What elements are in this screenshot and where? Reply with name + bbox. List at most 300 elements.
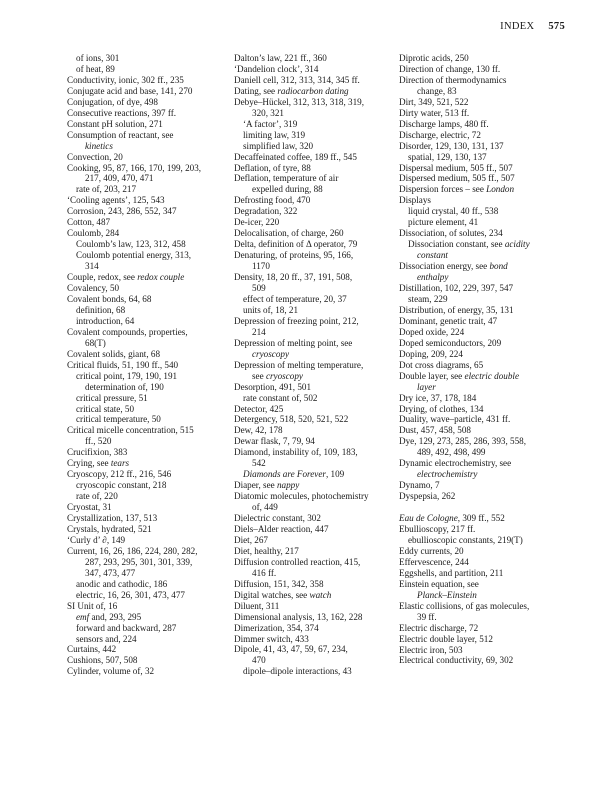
index-entry — [67, 447, 242, 458]
entry-text: Direction of change, 130 ff. — [399, 63, 501, 74]
entry-text: Electric double layer, 512 — [399, 633, 493, 644]
index-entry — [67, 349, 242, 360]
entry-text: limiting law, 319 — [243, 129, 306, 140]
index-entry — [67, 425, 242, 436]
entry-text: forward and backward, 287 — [76, 622, 177, 633]
index-entry — [399, 404, 574, 415]
entry-text: rate of, 203, 217 — [76, 184, 137, 195]
entry-text: Coulomb’s law, 123, 312, 458 — [76, 239, 186, 250]
index-entry — [399, 327, 574, 338]
entry-text: 542 — [252, 458, 266, 469]
index-entry — [67, 272, 242, 283]
index-entry — [399, 645, 574, 656]
entry-text: Curtains, 442 — [67, 644, 117, 655]
entry-text: ‘Cooling agents’, 125, 543 — [67, 195, 165, 206]
entry-text: ‘Dandelion clock’, 314 — [234, 63, 319, 74]
index-entry — [234, 86, 409, 97]
entry-text: dipole–dipole interactions, 43 — [243, 666, 352, 677]
index-subentry — [67, 436, 242, 447]
header-title: INDEX — [500, 21, 535, 32]
index-entry — [399, 568, 574, 579]
index-entry — [234, 53, 409, 64]
index-entry — [234, 75, 409, 86]
entry-italic-text: cryoscopy — [252, 348, 289, 359]
entry-text: Dry ice, 37, 178, 184 — [399, 392, 477, 403]
entry-text: 217, 409, 470, 471 — [85, 173, 154, 184]
index-entry — [234, 425, 409, 436]
index-subentry — [399, 612, 574, 623]
index-entry — [399, 655, 574, 666]
entry-text: critical state, 50 — [76, 403, 135, 414]
index-subentry — [399, 535, 574, 546]
entry-text: 470 — [252, 655, 266, 666]
cross-reference: cryoscopy — [265, 370, 303, 381]
entry-text: Current, 16, 26, 186, 224, 280, 282, — [67, 545, 198, 556]
entry-text: Dominant, genetic trait, 47 — [399, 315, 498, 326]
index-entry — [234, 404, 409, 415]
entry-text: 320, 321 — [252, 107, 284, 118]
index-entry — [234, 612, 409, 623]
entry-text: Dirt, 349, 521, 522 — [399, 96, 469, 107]
entry-text: 39 ff. — [417, 611, 437, 622]
index-entry — [399, 623, 574, 634]
index-subentry — [67, 557, 242, 568]
entry-text: Diet, 267 — [234, 534, 268, 545]
entry-text: ‘Curly d’ ∂, 149 — [67, 534, 126, 545]
index-entry — [399, 108, 574, 119]
entry-text: Diamond, instability of, 109, 183, — [234, 447, 358, 458]
entry-text: Diet, healthy, 217 — [234, 545, 299, 556]
entry-text: Dispersion forces – see — [399, 184, 487, 195]
entry-italic-text: constant — [417, 250, 448, 261]
index-entry — [67, 655, 242, 666]
entry-text: Dielectric constant, 302 — [234, 513, 321, 524]
index-entry — [67, 535, 242, 546]
index-entry — [399, 173, 574, 184]
entry-text: Dewar flask, 7, 79, 94 — [234, 436, 315, 447]
index-entry — [399, 64, 574, 75]
entry-text: Dimerization, 354, 374 — [234, 622, 319, 633]
section-gap — [399, 502, 574, 513]
entry-text: rate of, 220 — [76, 491, 118, 502]
index-entry — [67, 119, 242, 130]
index-entry — [67, 546, 242, 557]
entry-text: determination of, 190 — [85, 381, 164, 392]
entry-text: Diluent, 311 — [234, 600, 280, 611]
entry-text: Covalent bonds, 64, 68 — [67, 293, 152, 304]
index-entry — [67, 195, 242, 206]
entry-text: Electric iron, 503 — [399, 644, 463, 655]
index-entry — [67, 469, 242, 480]
entry-text: Density, 18, 20 ff., 37, 191, 508, — [234, 272, 353, 283]
entry-italic-text: Planck–Einstein — [417, 589, 477, 600]
index-entry — [67, 644, 242, 655]
index-entry — [234, 590, 409, 601]
entry-text: Elastic collisions, of gas molecules, — [399, 600, 530, 611]
index-entry — [399, 338, 574, 349]
index-entry — [399, 458, 574, 469]
entry-text: Diffusion, 151, 342, 358 — [234, 578, 324, 589]
entry-text: Diprotic acids, 250 — [399, 53, 469, 63]
index-entry — [399, 261, 574, 272]
index-entry — [234, 601, 409, 612]
index-entry — [399, 184, 574, 195]
index-entry — [399, 579, 574, 590]
entry-text: Desorption, 491, 501 — [234, 381, 312, 392]
entry-text: Convection, 20 — [67, 151, 123, 162]
index-subentry — [399, 206, 574, 217]
index-entry — [234, 623, 409, 634]
index-subentry — [67, 64, 242, 75]
index-subentry — [399, 250, 574, 261]
entry-text: Defrosting food, 470 — [234, 195, 311, 206]
index-subentry — [67, 382, 242, 393]
index-entry — [399, 524, 574, 535]
entry-text: Doping, 209, 224 — [399, 348, 463, 359]
index-subentry — [399, 469, 574, 480]
entry-text: Cryostat, 31 — [67, 502, 112, 513]
index-subentry — [234, 458, 409, 469]
index-entry — [234, 152, 409, 163]
index-subentry — [67, 261, 242, 272]
index-entry — [67, 360, 242, 371]
cross-reference: acidity — [504, 239, 530, 250]
cross-reference: bond — [489, 261, 508, 272]
entry-text: rate constant of, 502 — [243, 392, 318, 403]
entry-text: Coulomb potential energy, 313, — [76, 250, 192, 261]
index-subentry — [234, 261, 409, 272]
entry-text: Detergency, 518, 520, 521, 522 — [234, 414, 349, 425]
index-entry — [399, 130, 574, 141]
entry-text: definition, 68 — [76, 304, 126, 315]
entry-text: Displays — [399, 195, 431, 206]
index-subentry — [399, 382, 574, 393]
entry-text: Crystallization, 137, 513 — [67, 513, 158, 524]
index-column-3 — [399, 53, 574, 666]
index-subentry — [234, 349, 409, 360]
index-entry — [234, 436, 409, 447]
index-entry — [67, 130, 242, 141]
entry-text: critical temperature, 50 — [76, 414, 161, 425]
cross-reference: electric double — [464, 370, 519, 381]
entry-text: Critical micelle concentration, 515 — [67, 425, 194, 436]
index-entry — [67, 217, 242, 228]
index-entry — [399, 491, 574, 502]
index-entry — [399, 305, 574, 316]
index-entry — [234, 414, 409, 425]
entry-text: Duality, wave–particle, 431 ff. — [399, 414, 511, 425]
entry-text: electric, 16, 26, 301, 473, 477 — [76, 589, 185, 600]
entry-text: Doped oxide, 224 — [399, 326, 465, 337]
index-entry — [234, 64, 409, 75]
entry-text: Daniell cell, 312, 313, 314, 345 ff. — [234, 74, 360, 85]
entry-text: Coulomb, 284 — [67, 228, 120, 239]
page-number: 575 — [548, 21, 565, 32]
entry-text: 287, 293, 295, 301, 301, 339, — [85, 556, 193, 567]
entry-text: Dispersal medium, 505 ff., 507 — [399, 162, 513, 173]
index-subentry — [399, 447, 574, 458]
index-entry — [234, 634, 409, 645]
index-subentry — [234, 130, 409, 141]
entry-text: Diaper, see — [234, 480, 277, 491]
entry-text: Covalent compounds, properties, — [67, 326, 188, 337]
entry-text: Denaturing, of proteins, 95, 166, — [234, 250, 354, 261]
index-subentry — [67, 305, 242, 316]
index-subentry — [234, 371, 409, 382]
index-subentry — [234, 305, 409, 316]
entry-text: Cotton, 487 — [67, 217, 111, 228]
index-entry — [234, 173, 409, 184]
index-entry — [234, 557, 409, 568]
entry-text: Crying, see — [67, 458, 111, 469]
entry-text: Distribution, of energy, 35, 131 — [399, 304, 514, 315]
entry-text: simplified law, 320 — [243, 140, 314, 151]
index-subentry — [399, 152, 574, 163]
entry-text: Conjugation, of dye, 498 — [67, 96, 158, 107]
entry-text: Covalent solids, giant, 68 — [67, 348, 161, 359]
entry-text: see — [252, 370, 266, 381]
entry-text: 314 — [85, 261, 99, 272]
entry-text: Dot cross diagrams, 65 — [399, 359, 484, 370]
index-entry — [399, 195, 574, 206]
index-subentry — [234, 184, 409, 195]
index-entry — [399, 436, 574, 447]
index-entry — [399, 53, 574, 64]
index-entry — [67, 228, 242, 239]
cross-reference: watch — [309, 589, 332, 600]
index-subentry — [67, 480, 242, 491]
entry-text: Electrical conductivity, 69, 302 — [399, 655, 514, 666]
entry-text: , 309 ff., 552 — [457, 513, 505, 524]
index-subentry — [234, 469, 409, 480]
index-subentry — [67, 590, 242, 601]
index-subentry — [67, 239, 242, 250]
index-subentry — [67, 491, 242, 502]
entry-text: Discharge lamps, 480 ff. — [399, 118, 489, 129]
index-entry — [399, 283, 574, 294]
entry-italic-text: emf — [76, 611, 90, 622]
index-entry — [234, 480, 409, 491]
entry-text: Doped semiconductors, 209 — [399, 337, 502, 348]
index-subentry — [234, 393, 409, 404]
index-entry — [399, 349, 574, 360]
entry-text: 347, 473, 477 — [85, 567, 136, 578]
index-subentry — [67, 393, 242, 404]
entry-italic-text: kinetics — [85, 140, 113, 151]
index-entry — [67, 601, 242, 612]
index-entry — [67, 513, 242, 524]
entry-text: Covalency, 50 — [67, 283, 120, 294]
entry-text: Deflation, temperature of air — [234, 173, 339, 184]
entry-text: 416 ff. — [252, 567, 277, 578]
entry-text: Distillation, 102, 229, 397, 547 — [399, 283, 514, 294]
index-entry — [234, 272, 409, 283]
index-entry — [399, 75, 574, 86]
entry-text: Dalton’s law, 221 ff., 360 — [234, 53, 327, 63]
entry-text: Dating, see — [234, 85, 278, 96]
entry-text: Decaffeinated coffee, 189 ff., 545 — [234, 151, 357, 162]
index-subentry — [234, 141, 409, 152]
entry-text: Constant pH solution, 271 — [67, 118, 163, 129]
entry-text: Dyspepsia, 262 — [399, 491, 456, 502]
index-subentry — [399, 590, 574, 601]
entry-text: Dispersed medium, 505 ff., 507 — [399, 173, 515, 184]
entry-text: Consumption of reactant, see — [67, 129, 174, 140]
index-subentry — [234, 655, 409, 666]
entry-text: of heat, 89 — [76, 63, 115, 74]
index-entry — [67, 283, 242, 294]
index-subentry — [234, 502, 409, 513]
entry-text: Eggshells, and partition, 211 — [399, 567, 504, 578]
index-subentry — [67, 612, 242, 623]
entry-text: Debye–Hückel, 312, 313, 318, 319, — [234, 96, 365, 107]
index-subentry — [234, 119, 409, 130]
entry-text: sensors and, 224 — [76, 633, 137, 644]
entry-italic-text: Eau de Cologne — [399, 513, 458, 524]
entry-text: Dimensional analysis, 13, 162, 228 — [234, 611, 363, 622]
entry-text: 214 — [252, 326, 266, 337]
index-entry — [234, 338, 409, 349]
entry-text: Discharge, electric, 72 — [399, 129, 481, 140]
index-entry — [67, 97, 242, 108]
entry-text: change, 83 — [417, 85, 457, 96]
entry-text: Diatomic molecules, photochemistry — [234, 491, 369, 502]
entry-text: 489, 492, 498, 499 — [417, 447, 486, 458]
index-entry — [234, 206, 409, 217]
index-entry — [234, 360, 409, 371]
index-entry — [234, 97, 409, 108]
entry-text: Conductivity, ionic, 302 ff., 235 — [67, 74, 184, 85]
index-entry — [67, 163, 242, 174]
entry-text: Degradation, 322 — [234, 206, 298, 217]
index-entry — [234, 579, 409, 590]
entry-text: Dynamo, 7 — [399, 480, 440, 491]
entry-text: Couple, redox, see — [67, 272, 138, 283]
entry-text: critical pressure, 51 — [76, 392, 148, 403]
index-subentry — [67, 623, 242, 634]
index-subentry — [399, 294, 574, 305]
entry-text: Corrosion, 243, 286, 552, 347 — [67, 206, 177, 217]
index-entry — [67, 86, 242, 97]
entry-text: 68(T) — [85, 337, 106, 348]
entry-text: picture element, 41 — [408, 217, 479, 228]
entry-text: units of, 18, 21 — [243, 304, 299, 315]
index-subentry — [67, 141, 242, 152]
index-subentry — [234, 283, 409, 294]
entry-text: introduction, 64 — [76, 315, 135, 326]
entry-italic-text: layer — [417, 381, 436, 392]
index-subentry — [234, 294, 409, 305]
entry-text: SI Unit of, 16 — [67, 600, 118, 611]
entry-italic-text: enthalpy — [417, 272, 449, 283]
entry-text: Disorder, 129, 130, 131, 137 — [399, 140, 504, 151]
index-entry — [67, 502, 242, 513]
index-subentry — [234, 327, 409, 338]
entry-text: Cushions, 507, 508 — [67, 655, 138, 666]
index-entry — [67, 458, 242, 469]
running-header — [500, 21, 565, 32]
index-column-1 — [67, 53, 242, 677]
index-entry — [399, 163, 574, 174]
index-entry — [399, 546, 574, 557]
entry-text: Dye, 129, 273, 285, 286, 393, 558, — [399, 436, 526, 447]
cross-reference: London — [486, 184, 515, 195]
index-subentry — [234, 666, 409, 677]
index-subentry — [67, 53, 242, 64]
entry-text: Consecutive reactions, 397 ff. — [67, 107, 177, 118]
entry-text: Dissociation, of solutes, 234 — [399, 228, 503, 239]
entry-text: of, 449 — [252, 502, 278, 513]
entry-text: Delta, definition of Δ operator, 79 — [234, 239, 358, 250]
index-subentry — [234, 108, 409, 119]
entry-text: Dynamic electrochemistry, see — [399, 458, 512, 469]
index-entry — [67, 294, 242, 305]
index-entry — [399, 513, 574, 524]
index-subentry — [399, 239, 574, 250]
entry-text: Dirty water, 513 ff. — [399, 107, 470, 118]
entry-text: Double layer, see — [399, 370, 465, 381]
index-entry — [234, 644, 409, 655]
index-entry — [234, 491, 409, 502]
entry-text: cryoscopic constant, 218 — [76, 480, 167, 491]
index-subentry — [399, 86, 574, 97]
index-subentry — [67, 371, 242, 382]
cross-reference: tears — [110, 458, 130, 469]
index-subentry — [234, 568, 409, 579]
index-entry — [399, 425, 574, 436]
index-entry — [399, 119, 574, 130]
index-subentry — [67, 250, 242, 261]
cross-reference: redox couple — [137, 272, 185, 283]
entry-text: Cylinder, volume of, 32 — [67, 666, 155, 677]
entry-text: , 109 — [325, 469, 345, 480]
index-entry — [399, 97, 574, 108]
entry-text: Delocalisation, of charge, 260 — [234, 228, 344, 239]
entry-text: critical point, 179, 190, 191 — [76, 370, 178, 381]
index-entry — [234, 535, 409, 546]
index-entry — [67, 206, 242, 217]
entry-text: and, 293, 295 — [89, 611, 142, 622]
index-entry — [67, 327, 242, 338]
index-subentry — [399, 217, 574, 228]
index-entry — [67, 108, 242, 119]
entry-text: Dew, 42, 178 — [234, 425, 283, 436]
entry-text: Diffusion controlled reaction, 415, — [234, 556, 361, 567]
entry-text: Digital watches, see — [234, 589, 310, 600]
index-entry — [234, 163, 409, 174]
index-entry — [67, 152, 242, 163]
index-subentry — [67, 568, 242, 579]
entry-text: of ions, 301 — [76, 53, 120, 63]
entry-text: Dissociation constant, see — [408, 239, 505, 250]
index-entry — [234, 217, 409, 228]
entry-italic-text: Diamonds are Forever — [243, 469, 326, 480]
index-entry — [67, 524, 242, 535]
entry-text: Einstein equation, see — [399, 578, 479, 589]
entry-text: Drying, of clothes, 134 — [399, 403, 484, 414]
entry-text: Crystals, hydrated, 521 — [67, 523, 152, 534]
entry-text: Depression of melting temperature, — [234, 359, 364, 370]
index-entry — [234, 447, 409, 458]
index-subentry — [67, 338, 242, 349]
entry-text: Direction of thermodynamics — [399, 74, 507, 85]
index-entry — [399, 316, 574, 327]
index-entry — [399, 557, 574, 568]
entry-text: De-icer, 220 — [234, 217, 280, 228]
entry-text: effect of temperature, 20, 37 — [243, 293, 347, 304]
entry-text: Cooking, 95, 87, 166, 170, 199, 203, — [67, 162, 202, 173]
entry-text: liquid crystal, 40 ff., 538 — [408, 206, 499, 217]
